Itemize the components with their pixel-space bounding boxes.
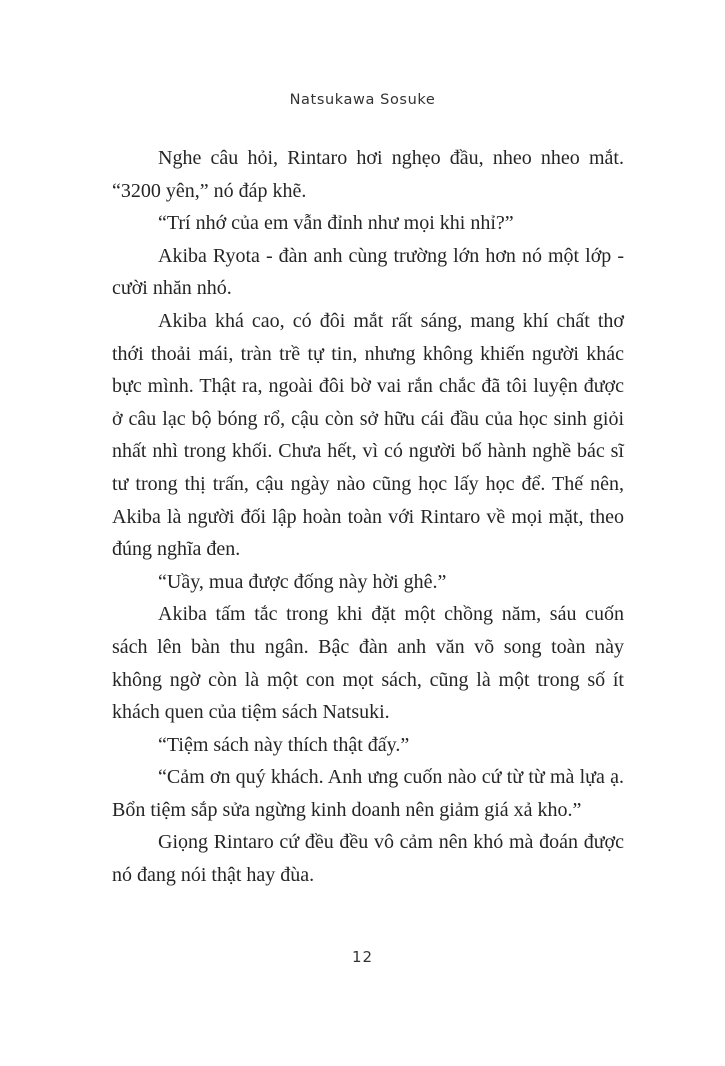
body-text (112, 142, 624, 892)
paragraph: Giọng Rintaro cứ đều đều vô cảm nên khó mà đoán được nó đang nói thật hay đùa. (112, 831, 624, 887)
paragraph: “Cảm ơn quý khách. Anh ưng cuốn nào cứ từ từ mà lựa ạ. Bổn tiệm sắp sửa ngừng kinh doanh nên giảm giá xả kho.” (112, 766, 624, 821)
running-head: Natsukawa Sosuke (289, 92, 436, 108)
paragraph: “Tiệm sách này thích thật đấy.” (158, 733, 410, 756)
paragraph: Akiba tấm tắc trong khi đặt một chồng năm, sáu cuốn sách lên bàn thu ngân. Bậc đàn anh văn võ song toàn này không ngờ còn là một con mọt sách, cũng là một trong số ít khách quen của tiệm sách Natsuki. (112, 603, 624, 724)
paragraph: Akiba Ryota - đàn anh cùng trường lớn hơn nó một lớp - cười nhăn nhó. (112, 244, 624, 300)
page-number: 12 (351, 948, 374, 966)
paragraph: Nghe câu hỏi, Rintaro hơi nghẹo đầu, nheo nheo mắt. “3200 yên,” nó đáp khẽ. (112, 147, 624, 202)
paragraph: Akiba khá cao, có đôi mắt rất sáng, mang khí chất thơ thới thoải mái, tràn trề tự tin, nhưng không khiến người khác bực mình. Thật ra, ngoài đôi bờ vai rắn chắc đã tôi luyện được ở câu lạc bộ bóng rổ, cậu còn sở hữu cái đầu của học sinh giỏi nhất nhì trong khối. Chưa hết, vì có người bố hành nghề bác sĩ tư trong thị trấn, cậu ngày nào cũng học lấy học để. Thế nên, Akiba là người đối lập hoàn toàn với Rintaro về mọi mặt, theo đúng nghĩa đen. (112, 309, 624, 561)
paragraph: “Uầy, mua được đống này hời ghê.” (158, 570, 447, 593)
paragraph: “Trí nhớ của em vẫn đỉnh như mọi khi nhỉ?” (158, 212, 514, 235)
